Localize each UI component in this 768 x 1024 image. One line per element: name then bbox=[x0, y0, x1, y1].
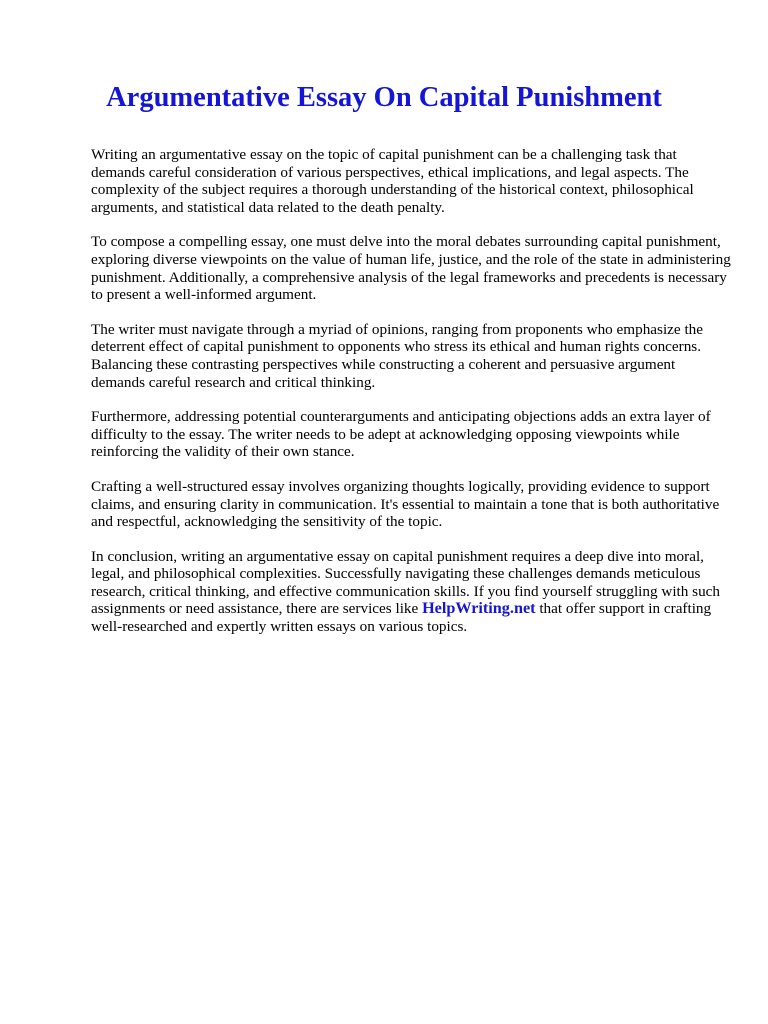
page-title: Argumentative Essay On Capital Punishment bbox=[106, 82, 662, 113]
paragraph-2: To compose a compelling essay, one must delve into the moral debates surrounding capital punishment, exploring diverse viewpoints on the value of human life, justice, and the role of the state in administering punishment. Additionally, a comprehensive analysis of the legal frameworks and precedents is necessary to present a well-informed argument. bbox=[91, 233, 731, 304]
conclusion-text-before-link: In conclusion, writing an argumentative essay on capital punishment requires a deep dive into moral, legal, and philosophical complexities. Successfully navigating these challenges demands meticulous research, critical thinking, and effective communication skills. If you find yourself struggling with such assignments or need assistance, there are services like bbox=[91, 547, 720, 618]
paragraph-3: The writer must navigate through a myriad of opinions, ranging from proponents who emphasize the deterrent effect of capital punishment to opponents who stress its ethical and human rights concerns. Balancing these contrasting perspectives while constructing a coherent and persuasive argument demands careful research and critical thinking. bbox=[91, 320, 703, 391]
paragraph-4: Furthermore, addressing potential counterarguments and anticipating objections adds an extra layer of difficulty to the essay. The writer needs to be adept at acknowledging opposing viewpoints while reinforcing the validity of their own stance. bbox=[91, 408, 711, 461]
paragraph-conclusion bbox=[91, 548, 731, 636]
paragraph-1: Writing an argumentative essay on the topic of capital punishment can be a challenging task that demands careful consideration of various perspectives, ethical implications, and legal aspects. The complexity of the subject requires a thorough understanding of the historical context, philosophical arguments, and statistical data related to the death penalty. bbox=[91, 146, 694, 216]
essay-body bbox=[91, 146, 731, 653]
paragraph-5: Crafting a well-structured essay involves organizing thoughts logically, providing evidence to support claims, and ensuring clarity in communication. It's essential to maintain a tone that is both authoritative and respectful, acknowledging the sensitivity of the topic. bbox=[91, 477, 720, 531]
conclusion-text-after-link: that offer support in crafting well-researched and expertly written essays on various topics. bbox=[91, 600, 712, 636]
helpwriting-link[interactable]: HelpWriting.net bbox=[422, 599, 536, 618]
